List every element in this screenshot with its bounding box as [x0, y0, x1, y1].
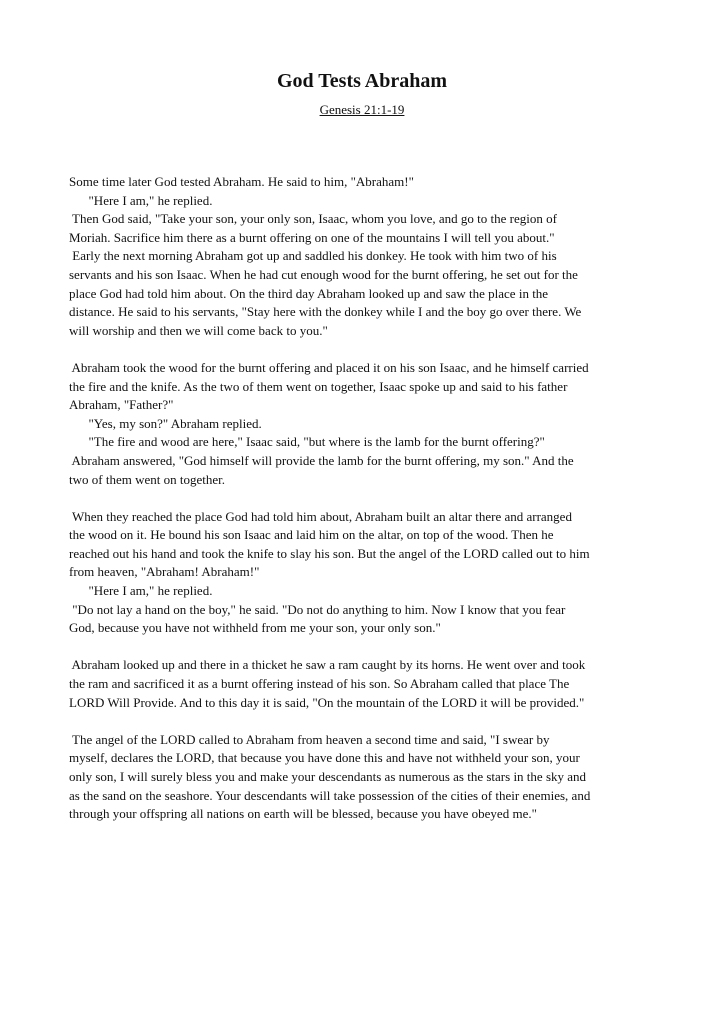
- paragraph-3: [69, 508, 669, 638]
- text-line: "The fire and wood are here," Isaac said, "but where is the lamb for the burnt offering?": [69, 434, 545, 450]
- text-line: Abraham answered, "God himself will provide the lamb for the burnt offering, my son." And the: [69, 452, 574, 468]
- paragraph-1: [69, 173, 669, 340]
- document-body: [69, 173, 669, 842]
- text-line: When they reached the place God had told him about, Abraham built an altar there and arranged: [69, 508, 572, 524]
- text-line: myself, declares the LORD, that because you have done this and have not withheld your son, your: [69, 750, 580, 766]
- text-line: only son, I will surely bless you and make your descendants as numerous as the stars in the sky and: [69, 769, 587, 784]
- text-line: place God had told him about. On the third day Abraham looked up and saw the place in the: [69, 285, 549, 301]
- text-line: servants and his son Isaac. When he had cut enough wood for the burnt offering, he set out for the: [69, 266, 578, 282]
- text-line: through your offspring all nations on earth will be blessed, because you have obeyed me.": [69, 806, 537, 822]
- text-line: Then God said, "Take your son, your only son, Isaac, whom you love, and go to the region of: [69, 211, 557, 227]
- text-line: Abraham, "Father?": [69, 397, 174, 413]
- text-line: from heaven, "Abraham! Abraham!": [69, 564, 260, 580]
- text-line: LORD Will Provide. And to this day it is said, "On the mountain of the LORD it will be provided.": [69, 694, 585, 710]
- text-line: the fire and the knife. As the two of them went on together, Isaac spoke up and said to his father: [69, 378, 568, 394]
- text-line: distance. He said to his servants, "Stay here with the donkey while I and the boy go over there. We: [69, 304, 582, 320]
- text-line: Some time later God tested Abraham. He said to him, "Abraham!": [69, 174, 414, 189]
- text-line: two of them went on together.: [69, 471, 225, 487]
- paragraph-5: [69, 731, 669, 824]
- text-line: will worship and then we will come back to you.": [69, 322, 328, 338]
- text-line: The angel of the LORD called to Abraham from heaven a second time and said, "I swear by: [69, 731, 550, 747]
- text-line: Moriah. Sacrifice him there as a burnt offering on one of the mountains I will tell you about.": [69, 229, 555, 245]
- text-line: "Yes, my son?" Abraham replied.: [69, 415, 262, 431]
- text-line: Early the next morning Abraham got up and saddled his donkey. He took with him two of his: [69, 248, 557, 264]
- text-line: "Here I am," he replied.: [69, 583, 213, 599]
- scripture-reference: Genesis 21:1-19: [319, 102, 405, 117]
- text-line: as the sand on the seashore. Your descendants will take possession of the cities of their enemies, and: [69, 787, 591, 803]
- text-line: "Here I am," he replied.: [69, 192, 213, 208]
- document-title: God Tests Abraham: [276, 70, 448, 92]
- text-line: God, because you have not withheld from me your son, your only son.": [69, 620, 441, 636]
- text-line: the ram and sacrificed it as a burnt offering instead of his son. So Abraham called that place The: [69, 676, 570, 692]
- paragraph-2: [69, 359, 669, 489]
- text-line: reached out his hand and took the knife to slay his son. But the angel of the LORD called out to him: [69, 545, 590, 561]
- text-line: Abraham looked up and there in a thicket he saw a ram caught by its horns. He went over and took: [69, 657, 586, 673]
- text-line: "Do not lay a hand on the boy," he said. "Do not do anything to him. Now I know that you fear: [69, 601, 566, 617]
- text-line: the wood on it. He bound his son Isaac and laid him on the altar, on top of the wood. Then he: [69, 527, 554, 543]
- paragraph-4: [69, 656, 669, 712]
- text-line: Abraham took the wood for the burnt offering and placed it on his son Isaac, and he himself carried: [69, 359, 589, 375]
